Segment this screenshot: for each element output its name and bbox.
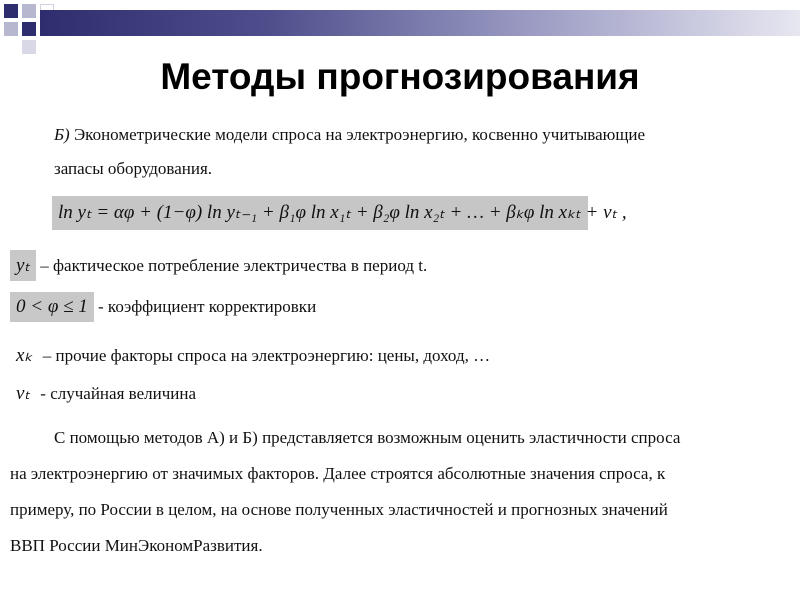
definition-row	[10, 250, 427, 281]
header-gradient-bar	[40, 10, 800, 36]
conclusion-line: на электроэнергию от значимых факторов. Далее строятся абсолютные значения спроса, к	[10, 464, 666, 483]
definition-text: – прочие факторы спроса на электроэнергию: цены, доход, …	[42, 346, 491, 365]
description-text: Эконометрические модели спроса на электроэнергию, косвенно учитывающие	[73, 125, 646, 144]
model-formula: ln yₜ = αφ + (1−φ) ln yₜ₋₁ + β₁φ ln x₁ₜ + β₂φ ln x₂ₜ + … + βₖφ ln xₖₜ + νₜ ,	[52, 196, 588, 230]
definition-row	[10, 292, 316, 322]
definition-row	[10, 340, 490, 371]
conclusion-line: С помощью методов А) и Б) представляется возможным оценить эластичности спроса	[54, 428, 681, 447]
conclusion-paragraph	[10, 420, 788, 564]
model-description	[54, 118, 754, 186]
decor-square	[4, 4, 18, 18]
definition-symbol: νₜ	[16, 383, 31, 404]
definition-row	[10, 378, 196, 409]
definition-symbol: yₜ	[10, 250, 36, 281]
conclusion-line: ВВП России МинЭкономРазвития.	[10, 536, 263, 555]
decor-square	[22, 40, 36, 54]
definition-symbol: xₖ	[16, 345, 33, 366]
definition-text: - коэффициент корректировки	[98, 297, 317, 316]
definition-text: – фактическое потребление электричества в период t.	[40, 256, 428, 275]
definition-symbol: 0 < φ ≤ 1	[10, 292, 94, 322]
description-line-1	[54, 118, 754, 152]
definition-text: - случайная величина	[40, 384, 196, 403]
conclusion-line: примеру, по России в целом, на основе полученных эластичностей и прогнозных значений	[10, 500, 668, 519]
decor-square	[4, 22, 18, 36]
decor-square	[22, 22, 36, 36]
slide-title: Методы прогнозирования	[160, 56, 640, 97]
description-line-2: запасы оборудования.	[54, 159, 213, 178]
decor-square	[22, 4, 36, 18]
section-label: Б)	[54, 125, 70, 144]
